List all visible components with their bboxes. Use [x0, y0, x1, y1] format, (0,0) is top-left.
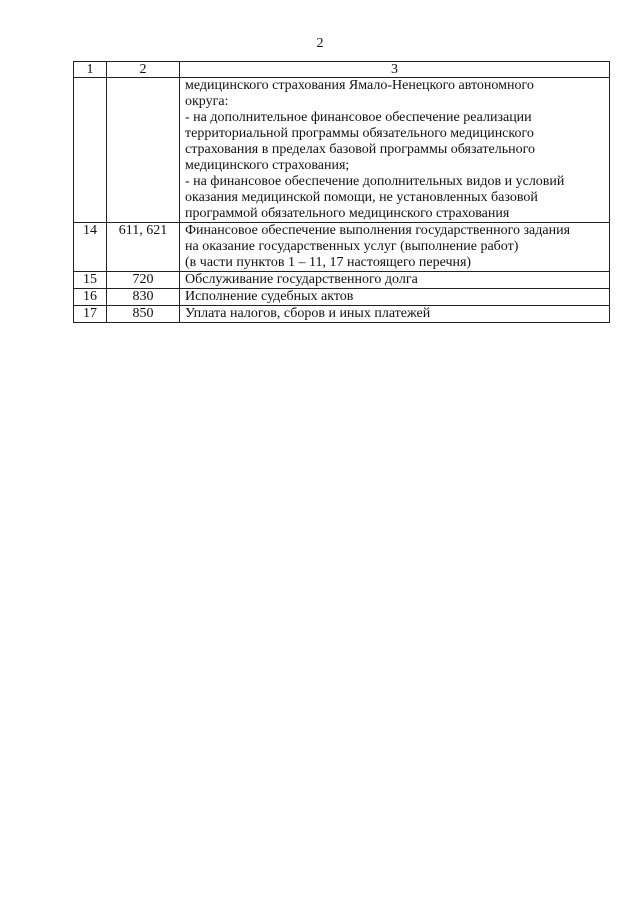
- header-col-1: 1: [74, 62, 107, 78]
- row-number: 16: [74, 289, 107, 306]
- row-number: [74, 78, 107, 223]
- row-description: [180, 78, 610, 223]
- table-row: [74, 306, 610, 323]
- row-number: 17: [74, 306, 107, 323]
- row-description: [180, 223, 610, 272]
- description-line: Обслуживание государственного долга: [185, 272, 418, 287]
- page-number: 2: [316, 36, 324, 51]
- row-number: 14: [74, 223, 107, 272]
- description-line: - на дополнительное финансовое обеспечение реализации: [185, 110, 532, 125]
- description-line: медицинского страхования;: [185, 158, 350, 173]
- header-col-2: 2: [107, 62, 180, 78]
- table-row: [74, 223, 610, 272]
- table-row: [74, 272, 610, 289]
- table-row: [74, 78, 610, 223]
- description-line: оказания медицинской помощи, не установленных базовой: [185, 190, 538, 205]
- table-header-row: [74, 62, 610, 78]
- description-line: Уплата налогов, сборов и иных платежей: [185, 306, 431, 321]
- row-code: 830: [107, 289, 180, 306]
- row-description: [180, 289, 610, 306]
- header-col-3: 3: [180, 62, 610, 78]
- row-code: 850: [107, 306, 180, 323]
- row-number: 15: [74, 272, 107, 289]
- description-line: страхования в пределах базовой программы обязательного: [185, 142, 535, 157]
- description-line: медицинского страхования Ямало-Ненецкого автономного: [185, 78, 534, 93]
- description-line: программой обязательного медицинского страхования: [185, 206, 510, 221]
- description-line: Финансовое обеспечение выполнения государственного задания: [185, 223, 571, 238]
- row-code: 720: [107, 272, 180, 289]
- budget-codes-table: [73, 61, 610, 323]
- description-line: Исполнение судебных актов: [185, 289, 354, 304]
- row-description: [180, 306, 610, 323]
- table-row: [74, 289, 610, 306]
- description-line: территориальной программы обязательного медицинского: [185, 126, 534, 141]
- description-line: на оказание государственных услуг (выполнение работ): [185, 239, 519, 254]
- row-code: [107, 78, 180, 223]
- description-line: (в части пунктов 1 – 11, 17 настоящего перечня): [185, 255, 472, 270]
- description-line: - на финансовое обеспечение дополнительных видов и условий: [185, 174, 565, 189]
- row-description: [180, 272, 610, 289]
- row-code: 611, 621: [107, 223, 180, 272]
- description-line: округа:: [185, 94, 229, 109]
